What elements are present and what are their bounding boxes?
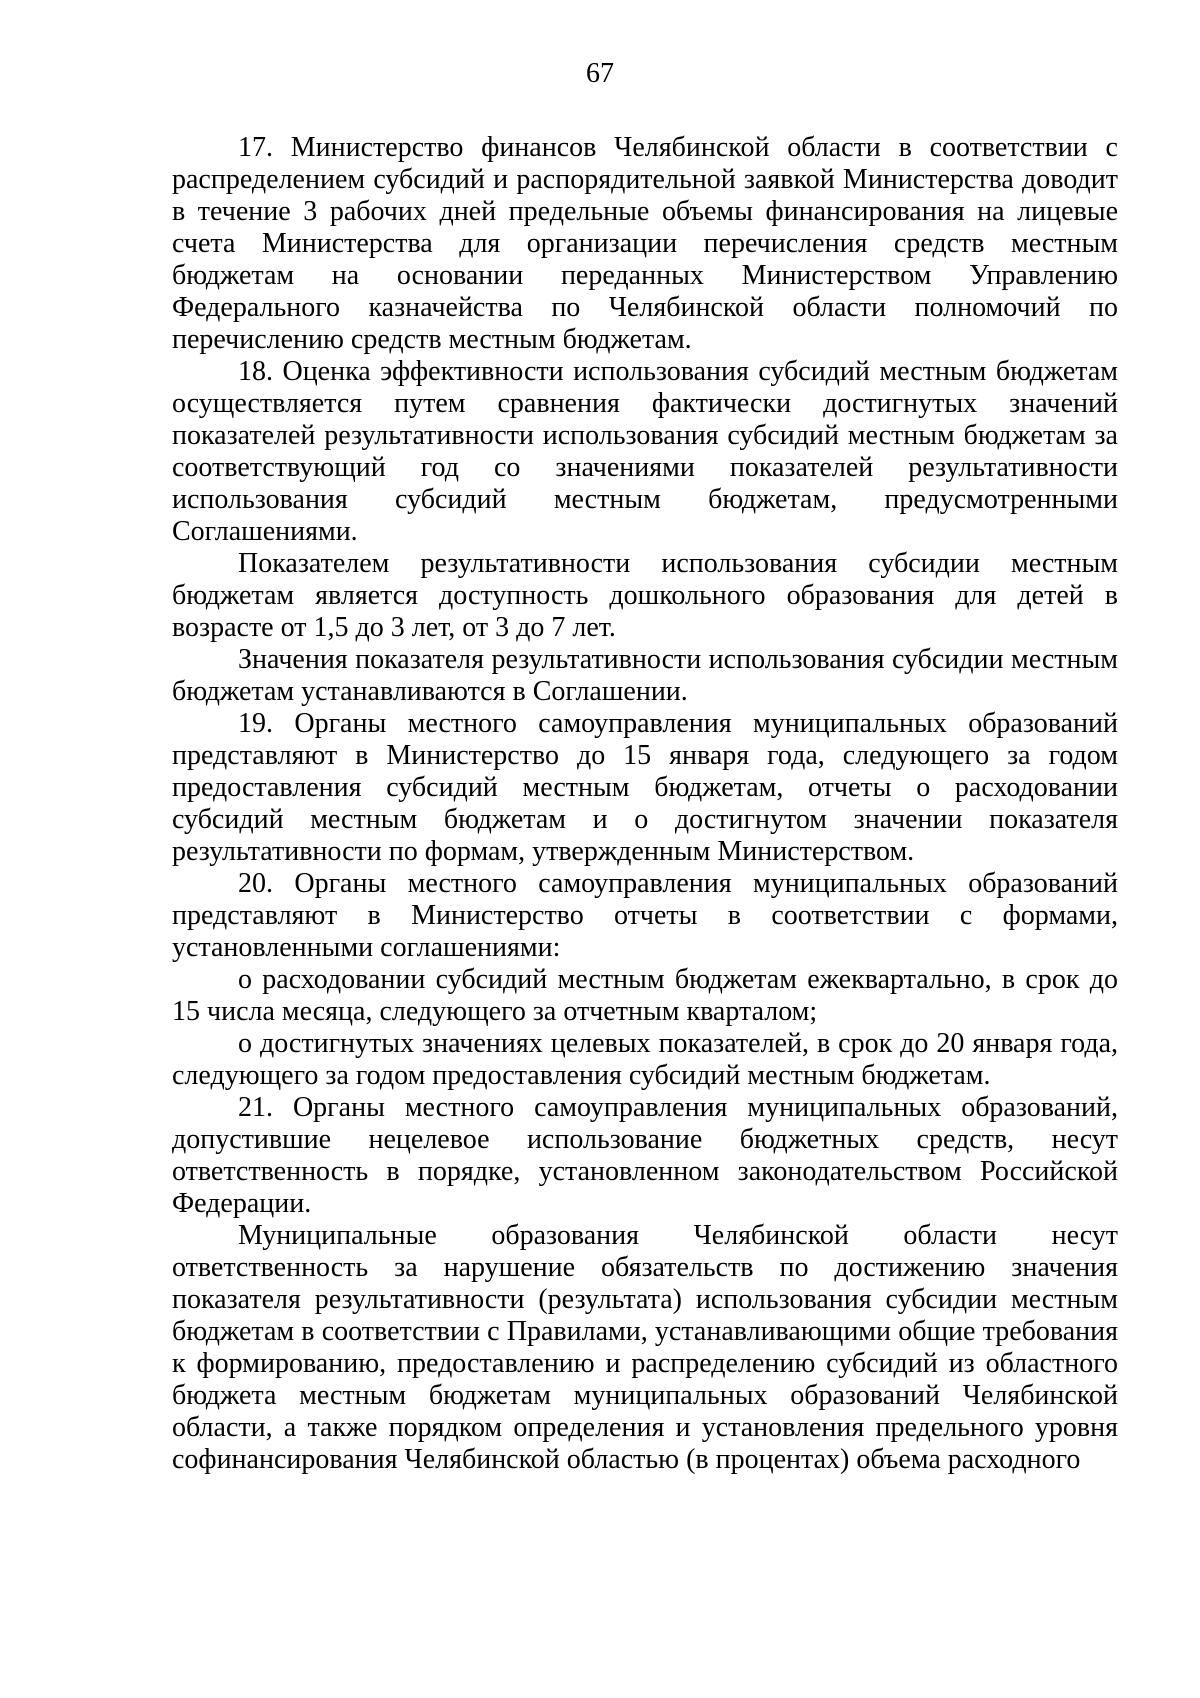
paragraph-responsibility: Муниципальные образования Челябинской области несут ответственность за нарушение обязательств по достижению значения показателя результативности (результата) использования субсидии местным бюджетам в соответствии с Правилами, устанавливающими общие требования к формированию, предоставлению и распределению субсидий из областного бюджета местным бюджетам муниципальных образований Челябинской области, а также порядком определения и установления предельного уровня софинансирования Челябинской областью (в процентах) объема расходного (172, 1220, 1118, 1475)
paragraph-17: 17. Министерство финансов Челябинской области в соответствии с распределением субсидий и распорядительной заявкой Министерства доводит в течение 3 рабочих дней предельные объемы финансирования на лицевые счета Министерства для организации перечисления средств местным бюджетам на основании переданных Министерством Управлению Федерального казначейства по Челябинской области полномочий по перечислению средств местным бюджетам. (172, 132, 1118, 355)
paragraph-18: 18. Оценка эффективности использования субсидий местным бюджетам осуществляется путем сравнения фактически достигнутых значений показателей результативности использования субсидий местным бюджетам за соответствующий год со значениями показателей результативности использования субсидий местным бюджетам, предусмотренными Соглашениями. (172, 356, 1118, 547)
paragraph-20-item-targets: о достигнутых значениях целевых показателей, в срок до 20 января года, следующего за годом предоставления субсидий местным бюджетам. (172, 1028, 1118, 1091)
paragraph-indicator-values: Значения показателя результативности использования субсидии местным бюджетам устанавливаются в Соглашении. (172, 644, 1118, 707)
paragraph-20-item-expenses: о расходовании субсидий местным бюджетам ежеквартально, в срок до 15 числа месяца, следующего за отчетным кварталом; (172, 964, 1118, 1027)
paragraph-indicator: Показателем результативности использования субсидии местным бюджетам является доступность дошкольного образования для детей в возрасте от 1,5 до 3 лет, от 3 до 7 лет. (172, 548, 1118, 643)
document-body (172, 132, 1118, 1476)
paragraph-21: 21. Органы местного самоуправления муниципальных образований, допустившие нецелевое использование бюджетных средств, несут ответственность в порядке, установленном законодательством Российской Федерации. (172, 1092, 1118, 1219)
paragraph-19: 19. Органы местного самоуправления муниципальных образований представляют в Министерство до 15 января года, следующего за годом предоставления субсидий местным бюджетам, отчеты о расходовании субсидий местным бюджетам и о достигнутом значении показателя результативности по формам, утвержденным Министерством. (172, 708, 1118, 867)
page-number: 67 (586, 58, 614, 89)
paragraph-20: 20. Органы местного самоуправления муниципальных образований представляют в Министерство отчеты в соответствии с формами, установленными соглашениями: (172, 868, 1118, 963)
